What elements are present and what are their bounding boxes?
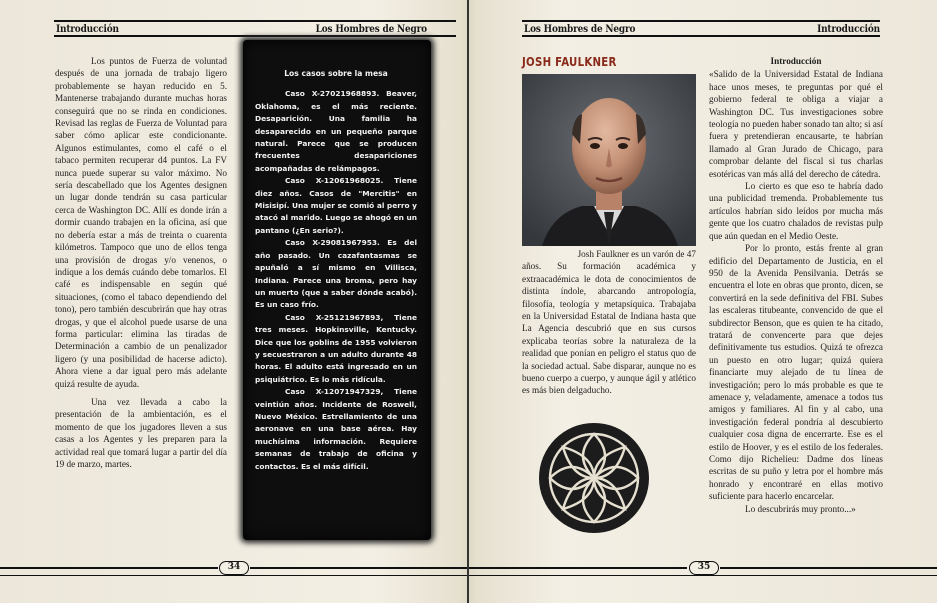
- footer-rule-left-c: [0, 575, 467, 576]
- right-header-title: Los Hombres de Negro: [524, 23, 636, 35]
- left-body-column: [55, 55, 227, 470]
- case-entry: Caso X-25121967893, Tiene tres meses. Hopkinsville, Kentucky. Dice que los goblins de 1955 volvieron y secuestraron a un adulto durante 48 horas. El adulto está ingresado en un psiquiátrico. Es lo más ridícula.: [255, 312, 417, 384]
- left-paragraph-2: Una vez llevada a cabo la presentación de la ambientación, es el momento de que los jugadores lleven a sus casas a los Agentes y les preparen para la actividad real que tomará lugar a partir del día 19 de marzo, martes.: [55, 396, 227, 469]
- footer-rule-left-a: [0, 567, 218, 569]
- right-header-section: Introducción: [817, 23, 880, 35]
- page-number-left: 34: [219, 561, 249, 575]
- cases-sidebar: [243, 40, 431, 540]
- sidebar-title: Los casos sobre la mesa: [284, 69, 388, 78]
- header-rule-bottom-left: [54, 35, 456, 37]
- left-header-section: Introducción: [56, 23, 119, 35]
- footer-rule-right-b: [720, 567, 937, 569]
- case-entry: Caso X-29081967953. Es del año pasado. Un cazafantasmas se apuñaló a sí mismo en Villisca, Indiana. Parece una broma, pero hay un muerto (que a saber dónde acabó). Es un caso frío.: [255, 238, 417, 310]
- page-number-right: 35: [689, 561, 719, 575]
- bio-rest: años. Su formación académica y extraacadémica le dota de conocimientos de distinta índole, abarcando antropología, filosofía, teología y metapsíquica. Trabajaba en la Universidad Estatal de Indiana hasta que La Agencia descubrió que en sus cursos explicaba teorías sobre la naturaleza de la realidad que ponían en peligro el status quo de la sociedad actual. Sabe disparar, aunque no es bueno cuerpo a cuerpo, y aunque ágil y atlético es más bien delgaducho.: [522, 261, 696, 396]
- footer-rule-right-a: [469, 567, 687, 569]
- header-rule-top-right: [522, 20, 880, 22]
- character-bio: [522, 248, 696, 397]
- character-portrait: [522, 74, 696, 246]
- footer-rule-right-c: [469, 575, 937, 576]
- left-header-title: Los Hombres de Negro: [315, 23, 427, 35]
- intro-paragraph-2: Lo cierto es que eso te habría dado una publicidad tremenda. Probablemente tus artículos habrían sido leídos por mucha más gente que los cuatro chalados de revistas pulp que aún quedan en el Medio Oeste.: [709, 181, 883, 241]
- case-entry: Caso X-12071947329, Tiene veintiún años. Incidente de Roswell, Nuevo México. Estrellamiento de una aeronave en una base aérea. Hay muchísima información. Requiere semanas de trabajo de oficina y contactos. Es el más difícil.: [255, 387, 417, 471]
- bio-first-line: Josh Faulkner es un varón de 47: [577, 249, 696, 259]
- intro-paragraph-3: Por lo pronto, estás frente al gran edificio del Departamento de Justicia, en el 950 de la Avenida Pensilvania. Detrás se encuentra el lote en obras que pronto, dicen, se convertirá en la sede definitiva del FBI. Subes las escaleras titubeante, convencido de que el subdirector Benson, que es quien te ha citado, tratará de convencerte para que dejes definitivamente tus estudios. Quizá te ofrezca un puesto en otro lugar; quizá quiera financiarte muy alejado de tu línea de investigación; pero lo más probable es que te amenace y, veladamente, amenace a todos tus amigos y familiares. Al fin y al cabo, una investigación federal pondría al descubierto cualquier cosa digna de encerrarte. Ese es el estilo de Hoover, y es el estilo de los federales. Como dijo Richelieu: Dadme dos líneas escritas de su puño y letra por el hombre más honrado y encontraré en ellas motivo suficiente para hacerlo encarcelar.: [709, 243, 883, 502]
- case-entry: Caso X-12061968025. Tiene diez años. Casos de "Mercitis" en Misisipí. Una mujer se comió al perro y atacó al marido. Luego se ahogó en un pantano (¿En serio?).: [255, 176, 417, 235]
- intro-paragraph-1: «Salido de la Universidad Estatal de Indiana hace unos meses, te preguntas por qué el gobierno federal te obliga a viajar a Washington DC. Tus investigaciones sobre teología no pueden haber sonado tan alto; si así fuera y pretendieran encausarte, te habrían llamado al Gran Jurado de Chicago, para comprobar delante del fiscal si tus charlas esotéricas van más allá del derecho de cátedra.: [709, 69, 884, 179]
- page-gutter: [467, 0, 469, 603]
- intro-title: Introducción: [770, 56, 822, 66]
- character-name: JOSH FAULKNER: [522, 55, 617, 69]
- header-rule-bottom-right: [522, 35, 880, 37]
- mandala-emblem-icon: [536, 420, 652, 536]
- header-rule-top-left: [54, 20, 456, 22]
- case-entry: Caso X-27021968893. Beaver, Oklahoma, es el más reciente. Desaparición. Una familia ha desaparecido en un pequeño parque natural. Parece que se producen frecuentes desapariciones acompañadas de relámpagos.: [255, 89, 417, 173]
- footer-rule-left-b: [250, 567, 467, 569]
- intro-paragraph-4: Lo descubrirás muy pronto...»: [745, 503, 856, 514]
- left-paragraph-1: Los puntos de Fuerza de voluntad después de una jornada de trabajo ligero probablemente se hayan reducido en 5. Mantenerse trabajando durante muchas horas conseguirá que no se rinda en condiciones. Revisad las reglas de Fuerza de Voluntad para saber cómo aplicar este condicionante. Algunos estimulantes, como el café o el tabaco permiten recuperar d4 puntos. La FV nunca puede superar su valor máximo. No sería descabellado que los Agentes designen un lugar donde tendrán su casa particular cerca de Washington DC. Allí es donde irán a dormir cuando trabajen en la oficina, así que no debería estar a más de treinta o cuarenta kilómetros. Tampoco que uno de ellos tenga una provisión de drogas y/o venenos, o indique a los demás cuándo debe tomarlos. El café es indispensable en según qué situaciones, (como el tabaco dependiendo del tono), pero también descubrirán que hay otras drogas, y que el alcohol puede usarse de una forma particular: elimina las tiradas de Determinación a cambio de un penalizador ligero (y una posibilidad de hacerse adicto). Ahora viene a dar igual pero más adelante quizá resulte de ayuda.: [55, 56, 227, 389]
- right-body-column: [709, 55, 883, 515]
